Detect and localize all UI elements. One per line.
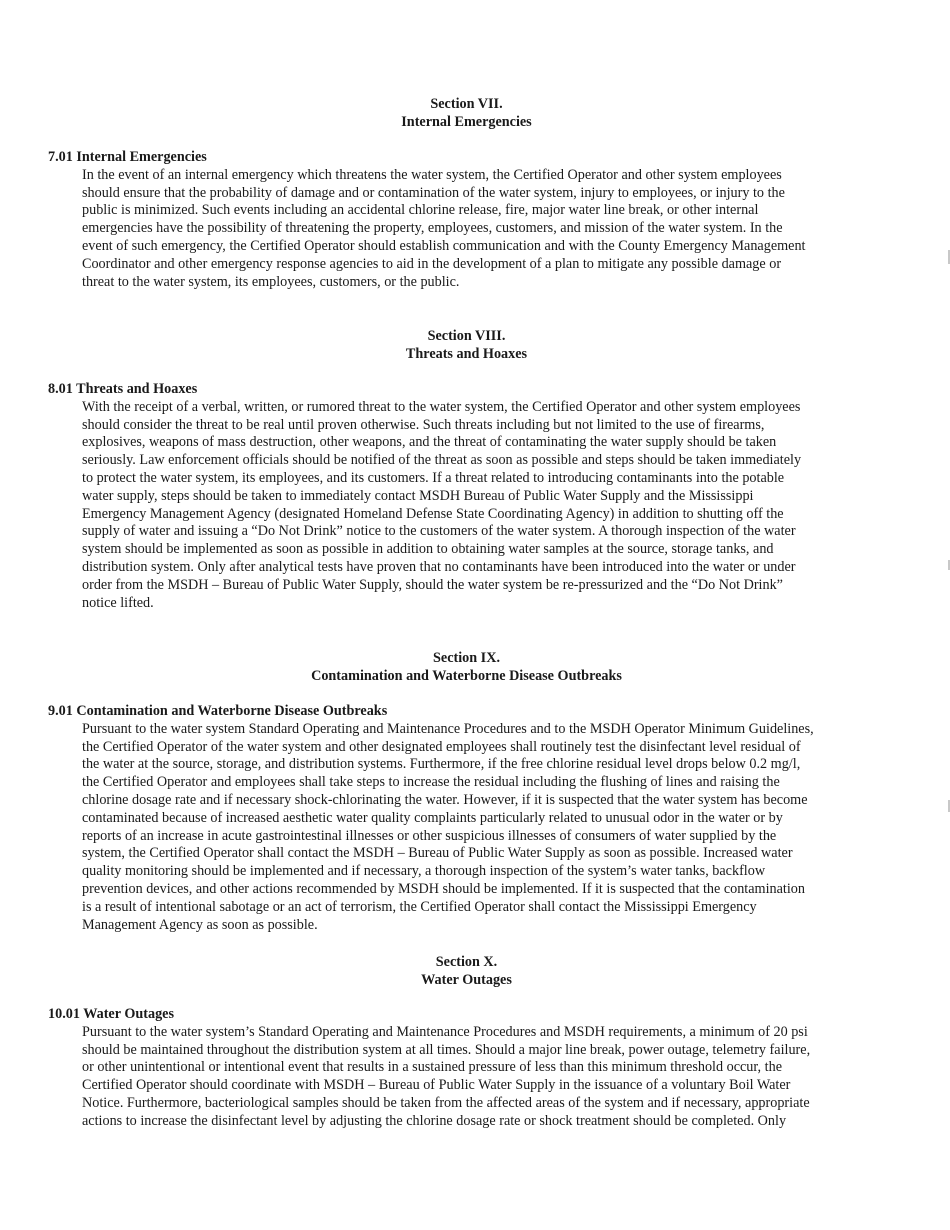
- body-line: With the receipt of a verbal, written, or rumored threat to the water system, the Certified Operator and other system employees: [82, 398, 801, 415]
- body-line: prevention devices, and other actions recommended by MSDH should be implemented. If it is suspected that the contamination: [82, 880, 805, 897]
- body-line: notice lifted.: [82, 594, 154, 611]
- subsection-body: [48, 167, 888, 292]
- body-line: should be maintained throughout the distribution system at all times. Should a major line break, power outage, telemetry failure,: [82, 1041, 811, 1058]
- subsection-body: [48, 1024, 888, 1131]
- body-line: Emergency Management Agency (designated Homeland Defense State Coordinating Agency) in addition to shutting off the: [82, 505, 784, 522]
- body-line: In the event of an internal emergency which threatens the water system, the Certified Operator and other system employees: [82, 166, 782, 183]
- body-line: water supply, steps should be taken to immediately contact MSDH Bureau of Public Water Supply and the Mississippi: [82, 487, 754, 504]
- section-heading: [0, 953, 933, 989]
- body-line: is a result of intentional sabotage or an act of terrorism, the Certified Operator shall contact the Mississippi Emergency: [82, 898, 757, 915]
- subsection-title: 7.01 Internal Emergencies: [48, 149, 207, 165]
- body-line: Management Agency as soon as possible.: [82, 916, 318, 933]
- section-heading: [0, 649, 933, 685]
- subsection: [48, 703, 888, 934]
- body-line: the Certified Operator and employees shall take steps to increase the residual including the flushing of lines and raising the: [82, 774, 780, 791]
- body-line: system, the Certified Operator shall contact the MSDH – Bureau of Public Water Supply as soon as possible. Increased water: [82, 845, 793, 862]
- section-number: Section VIII.: [427, 328, 506, 344]
- subsection-body: [48, 721, 888, 935]
- subsection-title: 9.01 Contamination and Waterborne Disease Outbreaks: [48, 703, 388, 719]
- body-line: chlorine dosage rate and if necessary shock-chlorinating the water. However, if it is suspected that the water system has become: [82, 791, 808, 808]
- body-line: should ensure that the probability of damage and or contamination of the water system, injury to employees, or injury to the: [82, 184, 785, 201]
- subsection-body: [48, 399, 888, 613]
- subsection: [48, 381, 888, 612]
- body-line: public is minimized. Such events including an accidental chlorine release, fire, major water line break, or other internal: [82, 202, 759, 219]
- body-line: Pursuant to the water system Standard Operating and Maintenance Procedures and to the MSDH Operator Minimum Guidelines,: [82, 720, 814, 737]
- section-title: Water Outages: [421, 972, 512, 988]
- body-line: the Certified Operator of the water system and other designated employees shall routinely test the disinfectant level residual of: [82, 738, 801, 755]
- body-line: Pursuant to the water system’s Standard Operating and Maintenance Procedures and MSDH requirements, a minimum of 20 psi: [82, 1023, 808, 1040]
- body-line: to protect the water system, its employees, and its customers. If a threat related to introducing contaminants into the potable: [82, 469, 785, 486]
- body-line: supply of water and issuing a “Do Not Drink” notice to the customers of the water system. A thorough inspection of the water: [82, 523, 796, 540]
- section-title: Threats and Hoaxes: [405, 346, 528, 362]
- body-line: or other unintentional or intentional event that results in a sustained pressure of less than this minimum threshold occur, the: [82, 1059, 782, 1076]
- body-line: actions to increase the disinfectant level by adjusting the chlorine dosage rate or shock treatment should be completed. Only: [82, 1112, 787, 1129]
- body-line: quality monitoring should be implemented and if necessary, a thorough inspection of the system’s water tanks, backflow: [82, 863, 766, 880]
- subsection-title: 8.01 Threats and Hoaxes: [48, 381, 198, 397]
- body-line: Notice. Furthermore, bacteriological samples should be taken from the affected areas of the system and if necessary, appropriate: [82, 1094, 810, 1111]
- section-heading: [0, 95, 933, 131]
- section-number: Section IX.: [433, 650, 500, 666]
- body-line: explosives, weapons of mass destruction, other weapons, and the threat of contaminating the water supply should be taken: [82, 434, 777, 451]
- body-line: seriously. Law enforcement officials should be notified of the threat as soon as possible and steps should be taken immediately: [82, 452, 802, 469]
- body-line: system should be implemented as soon as possible in addition to obtaining water samples at the source, storage tanks, and: [82, 541, 774, 558]
- body-line: event of such emergency, the Certified Operator should establish communication and with the County Emergency Management: [82, 237, 806, 254]
- body-line: contaminated because of increased aesthetic water quality complaints particularly related to unusual odor in the water or by: [82, 809, 783, 826]
- section-number: Section X.: [435, 954, 498, 970]
- subsection-title: 10.01 Water Outages: [48, 1006, 174, 1022]
- section-heading: [0, 327, 933, 363]
- body-line: threat to the water system, its employees, customers, or the public.: [82, 273, 460, 290]
- subsection: [48, 1006, 888, 1131]
- body-line: distribution system. Only after analytical tests have proven that no contaminants have been introduced into the water or under: [82, 558, 796, 575]
- body-line: emergencies have the possibility of threatening the property, employees, customers, and mission of the water system. In the: [82, 220, 783, 237]
- body-line: should consider the threat to be real until proven otherwise. Such threats including but not limited to the use of firearms,: [82, 416, 765, 433]
- body-line: the water at the source, storage, and distribution systems. Furthermore, if the free chlorine residual level drops below 0.2 mg/l,: [82, 756, 801, 773]
- body-line: Certified Operator should coordinate with MSDH – Bureau of Public Water Supply in the issuance of a voluntary Boil Water: [82, 1077, 791, 1094]
- section-title: Contamination and Waterborne Disease Outbreaks: [311, 668, 622, 684]
- subsection: [48, 149, 888, 291]
- body-line: reports of an increase in acute gastrointestinal illnesses or other suspicious illnesses of consumers of water supplied by the: [82, 827, 777, 844]
- section-title: Internal Emergencies: [401, 114, 532, 130]
- body-line: order from the MSDH – Bureau of Public Water Supply, should the water system be re-pressurized and the “Do Not Drink”: [82, 576, 783, 593]
- body-line: Coordinator and other emergency response agencies to aid in the development of a plan to mitigate any possible damage or: [82, 255, 782, 272]
- section-number: Section VII.: [430, 96, 503, 112]
